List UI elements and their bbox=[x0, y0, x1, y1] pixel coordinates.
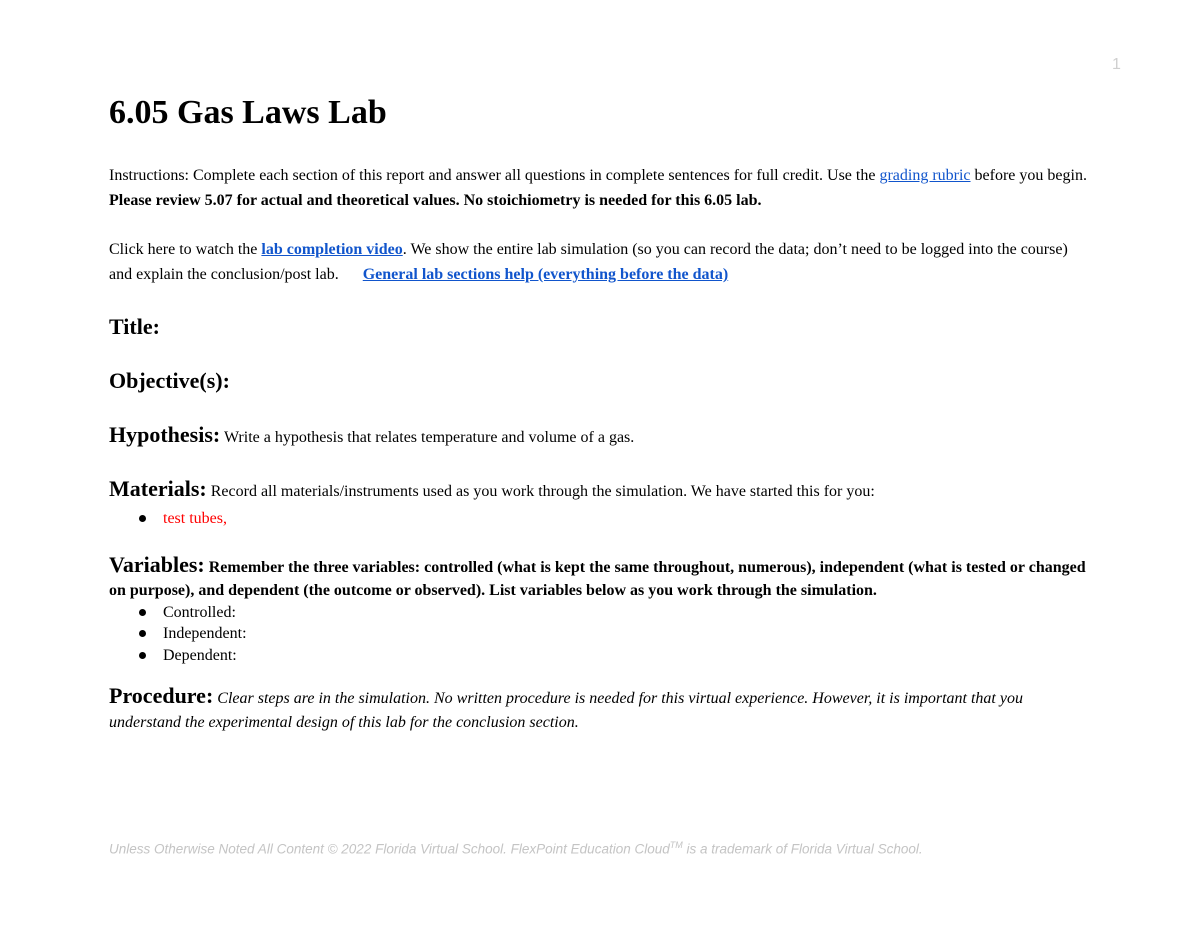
materials-text: Record all materials/instruments used as you work through the simulation. We have started this for you: bbox=[206, 483, 875, 500]
list-item: Dependent: bbox=[109, 645, 1094, 667]
objective-heading: Objective(s): bbox=[109, 368, 230, 393]
instructions-paragraph bbox=[109, 163, 1094, 213]
procedure-text-2: for this virtual experience. However, it is important that you understand the experimental design of this lab for the conclusion section. bbox=[109, 690, 1023, 731]
hypothesis-section bbox=[109, 419, 1094, 454]
title-heading: Title: bbox=[109, 314, 160, 339]
hypothesis-text: Write a hypothesis that relates temperature and volume of a gas. bbox=[220, 429, 635, 446]
procedure-bold-text: No written procedure is needed bbox=[434, 690, 635, 707]
video-text: Click here to watch the bbox=[109, 241, 262, 258]
lab-completion-video-link[interactable]: lab completion video bbox=[261, 241, 403, 258]
variables-heading: Variables: bbox=[109, 551, 205, 577]
materials-heading: Materials: bbox=[109, 476, 207, 501]
copyright-footer bbox=[109, 840, 923, 857]
document-body bbox=[109, 92, 1094, 735]
general-lab-help-link[interactable]: General lab sections help (everything before the data) bbox=[362, 266, 729, 283]
title-section bbox=[109, 311, 1094, 346]
list-item: Independent: bbox=[109, 623, 1094, 645]
footer-text: Unless Otherwise Noted All Content © 2022 Florida Virtual School. FlexPoint Education Cloud bbox=[109, 841, 670, 857]
video-text-2: . We show the entire lab simulation (so you can record the data; don’t need to be logged into the course) and explain the conclusion/post lab. bbox=[109, 241, 1068, 283]
procedure-section bbox=[109, 684, 1094, 735]
video-paragraph bbox=[109, 237, 1094, 287]
instructions-bold-note: Please review 5.07 for actual and theoretical values. No stoichiometry is needed for this 6.05 lab. bbox=[109, 192, 762, 209]
grading-rubric-link[interactable]: grading rubric bbox=[879, 167, 971, 184]
page-number: 1 bbox=[1112, 56, 1121, 73]
variables-text: Remember the three variables: controlled (what is kept the same throughout, numerous), independent (what is tested or changed on purpose), and dependent (the outcome or observed). List variables below as you work through the simulation. bbox=[109, 558, 1086, 599]
objective-section bbox=[109, 365, 1094, 400]
page-title: 6.05 Gas Laws Lab bbox=[109, 94, 387, 131]
materials-list bbox=[109, 508, 1094, 530]
footer-text-2: is a trademark of Florida Virtual School. bbox=[682, 841, 923, 857]
instructions-text: Instructions: Complete each section of this report and answer all questions in complete sentences for full credit. Use the bbox=[109, 167, 880, 184]
procedure-heading: Procedure: bbox=[109, 683, 214, 708]
trademark-mark: TM bbox=[669, 840, 683, 850]
hypothesis-heading: Hypothesis: bbox=[109, 422, 221, 447]
list-item: Controlled: bbox=[109, 602, 1094, 624]
procedure-text: Clear steps are in the simulation. bbox=[213, 690, 434, 707]
variables-list bbox=[109, 602, 1094, 667]
materials-section bbox=[109, 473, 1094, 508]
instructions-text-2: before you begin. bbox=[970, 167, 1087, 184]
variables-section bbox=[109, 553, 1094, 602]
list-item: test tubes, bbox=[109, 508, 1094, 530]
